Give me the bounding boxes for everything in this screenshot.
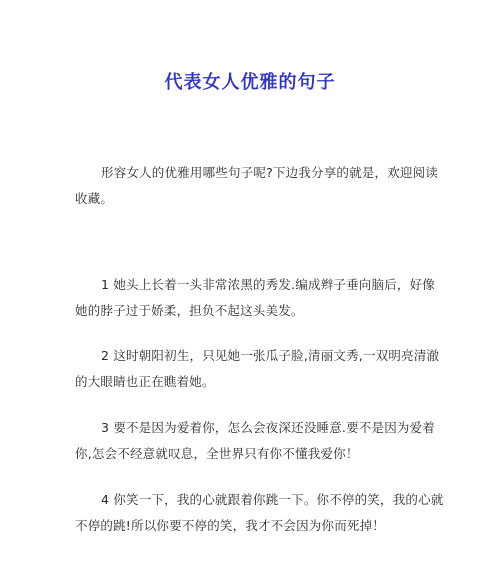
document-title: 代表女人优雅的句子 <box>164 72 336 93</box>
sentence-item-1: 1 她头上长着一头非常浓黑的秀发.编成辫子垂向脑后，好像她的脖子过于娇柔，担负不起这头美发。 <box>75 277 436 318</box>
sentence-item-3: 3 要不是因为爱着你，怎么会夜深还没睡意.要不是因为爱着你,怎会不经意就叹息，全世界只有你不懂我爱你！ <box>75 420 436 461</box>
sentence-item-4: 4 你笑一下，我的心就跟着你跳一下。你不停的笑，我的心就不停的跳!所以你要不停的笑，我才不会因为你而死掉！ <box>75 492 444 533</box>
intro-paragraph: 形容女人的优雅用哪些句子呢?下边我分享的就是，欢迎阅读收藏。 <box>75 165 439 206</box>
sentence-item-2: 2 这时朝阳初生，只见她一张瓜子脸,清丽文秀,一双明亮清澈的大眼睛也正在瞧着她。 <box>75 348 440 389</box>
